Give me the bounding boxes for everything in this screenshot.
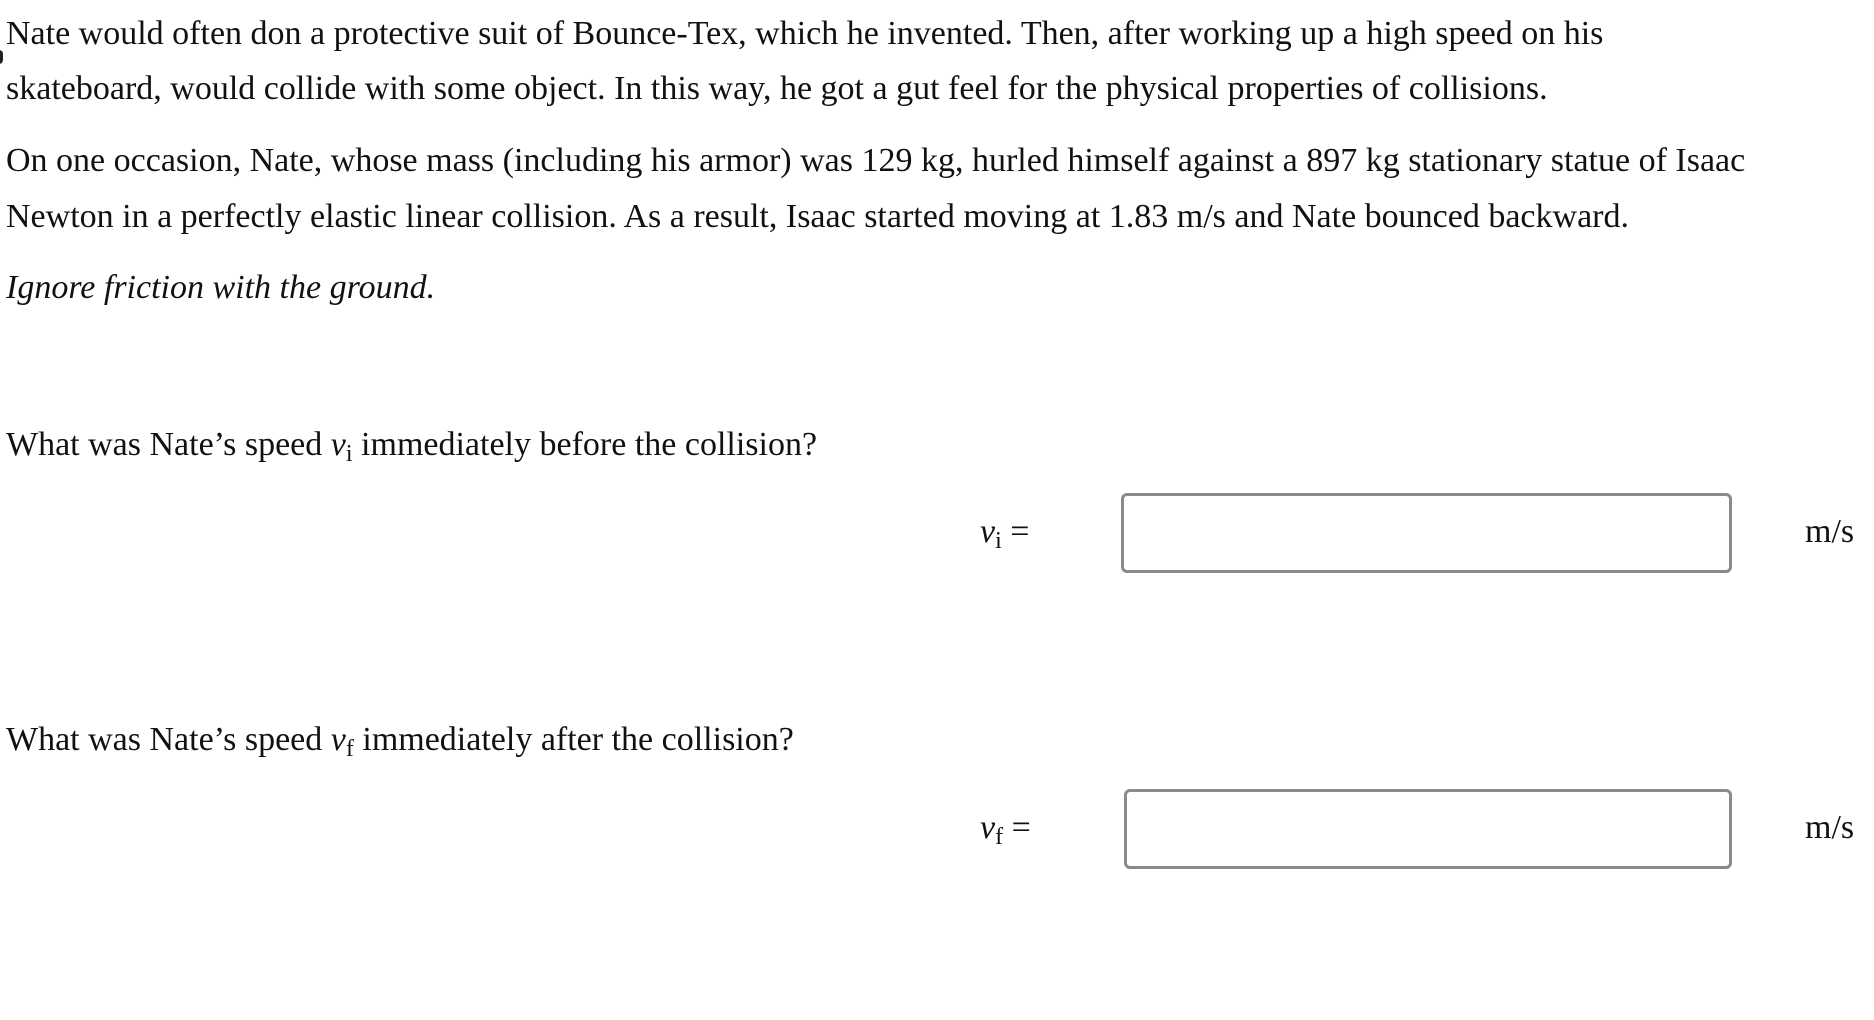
scenario-line: On one occasion, Nate, whose mass (including his armor) was 129 kg, hurled himself against a 897 kg stationary statue of Isaac	[6, 142, 1746, 179]
answer-2-unit: m/s	[1805, 809, 1855, 846]
answer-1-label	[980, 512, 1029, 555]
question-1-text	[6, 417, 817, 476]
question-2-text	[6, 712, 794, 771]
answer-1-input[interactable]	[1121, 493, 1732, 573]
answer-1-equals: =	[1001, 513, 1030, 550]
intro-line: skateboard, would collide with some object. In this way, he got a gut feel for the physical properties of collisions.	[6, 70, 1548, 107]
question-1-subscript: i	[345, 441, 353, 467]
question-2-subscript: f	[345, 736, 354, 762]
question-2-suffix: immediately after the collision?	[353, 721, 794, 758]
scenario-line: Newton in a perfectly elastic linear collision. As a result, Isaac started moving at 1.83 m/s and Nate bounced backward.	[6, 198, 1629, 235]
question-1-prefix: What was Nate’s speed	[6, 426, 331, 463]
question-2-prefix: What was Nate’s speed	[6, 721, 331, 758]
answer-2-label	[980, 808, 1031, 851]
question-1-variable: v	[330, 426, 346, 463]
edge-marker	[0, 50, 3, 64]
question-2-variable: v	[330, 721, 346, 758]
answer-2-variable: v	[980, 809, 996, 846]
answer-2-subscript: f	[995, 824, 1004, 850]
problem-scenario-paragraph	[6, 133, 1745, 245]
answer-1-subscript: i	[995, 528, 1002, 554]
answer-1-unit: m/s	[1805, 513, 1855, 550]
problem-note: Ignore friction with the ground.	[6, 269, 436, 306]
question-1-suffix: immediately before the collision?	[352, 426, 818, 463]
answer-1-variable: v	[980, 513, 996, 550]
answer-2-input[interactable]	[1124, 789, 1732, 869]
problem-intro-paragraph	[6, 6, 1603, 116]
answer-2-equals: =	[1003, 809, 1031, 846]
intro-line: Nate would often don a protective suit of Bounce-Tex, which he invented. Then, after working up a high speed on his	[6, 15, 1604, 52]
